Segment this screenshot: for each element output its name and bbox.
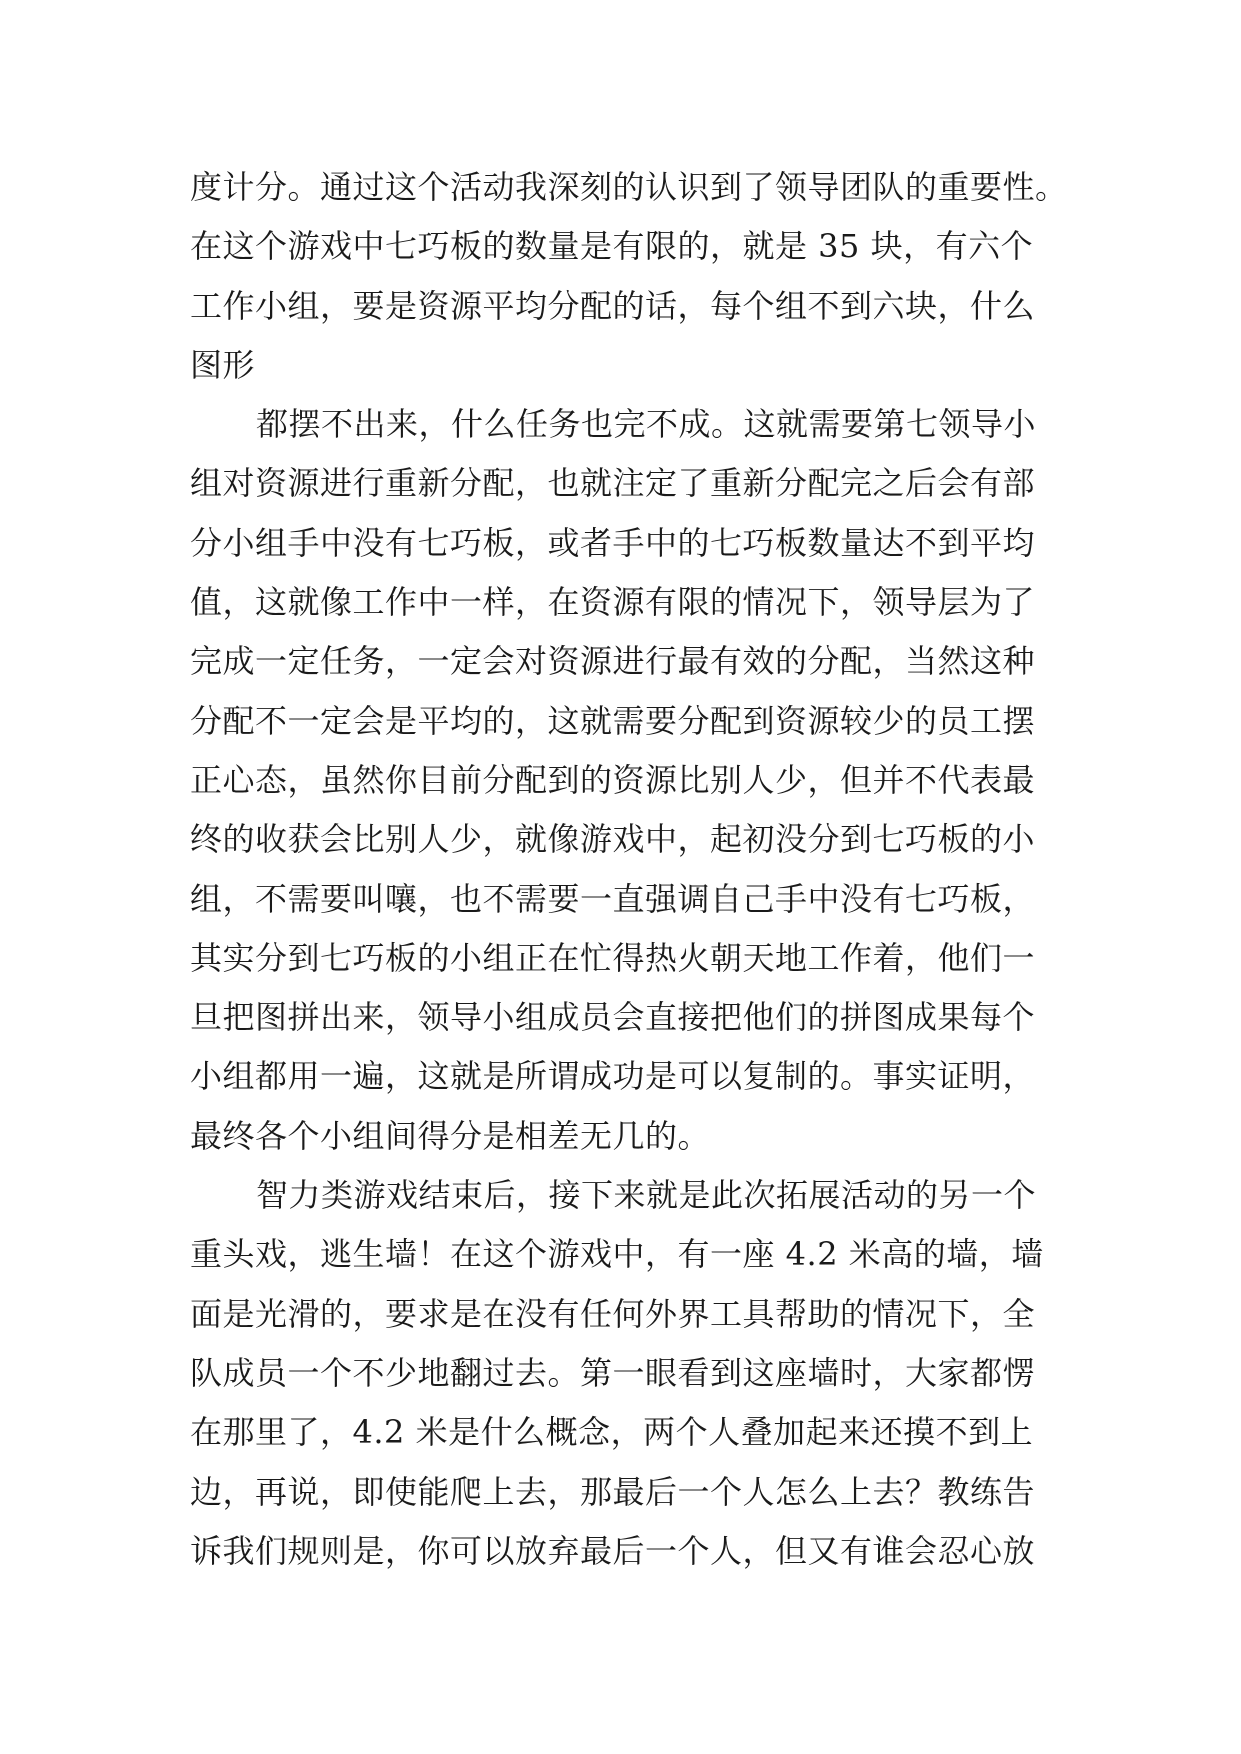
text-line: 完成一定任务，一定会对资源进行最有效的分配，当然这种	[190, 642, 1036, 681]
text-line: 组，不需要叫嚷，也不需要一直强调自己手中没有七巧板，	[190, 879, 1036, 918]
text-line: 边，再说，即使能爬上去，那最后一个人怎么上去？教练告	[190, 1472, 1036, 1511]
text-line: 分配不一定会是平均的，这就需要分配到资源较少的员工摆	[190, 701, 1036, 740]
text-line: 正心态，虽然你目前分配到的资源比别人少，但并不代表最	[190, 760, 1036, 799]
text-line: 面是光滑的，要求是在没有任何外界工具帮助的情况下，全	[190, 1294, 1036, 1333]
text-line: 最终各个小组间得分是相差无几的。	[190, 1116, 711, 1155]
text-line: 小组都用一遍，这就是所谓成功是可以复制的。事实证明，	[190, 1057, 1036, 1096]
text-line: 工作小组，要是资源平均分配的话，每个组不到六块，什么	[190, 286, 1036, 325]
text-line: 其实分到七巧板的小组正在忙得热火朝天地工作着，他们一	[190, 938, 1036, 977]
text-line: 旦把图拼出来，领导小组成员会直接把他们的拼图成果每个	[190, 998, 1036, 1037]
paragraph-start-line: 智力类游戏结束后，接下来就是此次拓展活动的另一个	[256, 1176, 1037, 1215]
text-line: 诉我们规则是，你可以放弃最后一个人，但又有谁会忍心放	[190, 1531, 1036, 1570]
text-line: 分小组手中没有七巧板，或者手中的七巧板数量达不到平均	[190, 523, 1036, 562]
text-line: 终的收获会比别人少，就像游戏中，起初没分到七巧板的小	[190, 820, 1036, 859]
text-line: 在那里了，4.2 米是什么概念，两个人叠加起来还摸不到上	[190, 1413, 1034, 1452]
body-text	[190, 158, 1090, 1581]
text-line: 在这个游戏中七巧板的数量是有限的，就是 35 块，有六个	[190, 227, 1034, 266]
text-line: 队成员一个不少地翻过去。第一眼看到这座墙时，大家都愣	[190, 1353, 1036, 1392]
text-line: 图形	[190, 345, 256, 384]
text-line: 重头戏，逃生墙！在这个游戏中，有一座 4.2 米高的墙，墙	[190, 1235, 1044, 1274]
text-line: 值，这就像工作中一样，在资源有限的情况下，领导层为了	[190, 583, 1036, 622]
paragraph-start-line: 都摆不出来，什么任务也完不成。这就需要第七领导小	[256, 405, 1037, 444]
text-line: 度计分。通过这个活动我深刻的认识到了领导团队的重要性。	[190, 168, 1068, 206]
text-line: 组对资源进行重新分配，也就注定了重新分配完之后会有部	[190, 464, 1036, 503]
